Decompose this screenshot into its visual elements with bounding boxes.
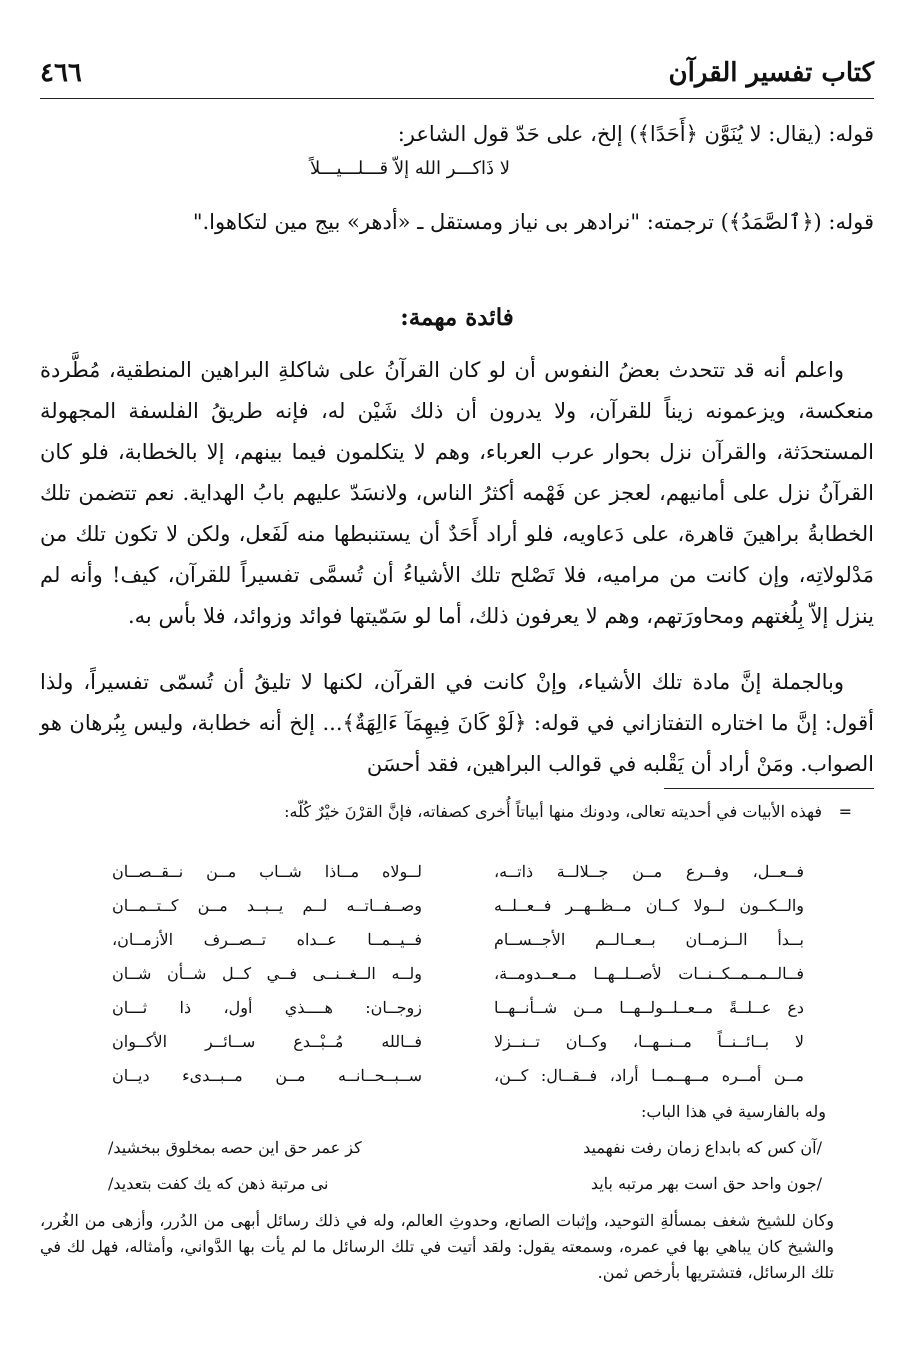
main-paragraph-1: واعلم أنه قد تتحدث بعضُ النفوس أن لو كان القرآنُ على شاكلةِ البراهين المنطقية، مُطَّردة منعكسة، ويزعمونه زيناً للقرآن، ولا يدرون أن ذلك شَيْن له، فإنه طريقُ الفلسفة المجهولة المستحدَثة، والقرآن نزل بحوار عرب العرباء، وهم لا يتكلمون فيما بينهم، إلا بالخطابة، فلو كان القرآنُ نزل على أمانيهم، لعجز عن فَهْمه أكثرُ الناس، ولانسَدّ عليهم بابُ الهداية. نعم تتضمن تلك الخطابةُ براهينَ قاهرة، على دَعاويه، فلو أراد أَحَدٌ أن يستنبطها منه لَفَعل، ولكن لا تكون تلك من مَدْلولاتِه، وإن كانت من مراميه، فلا تَصْلح تلك الأشياءُ أن تُسمَّى تفسيراً للقرآن، كيف! وأنه لم ينزل إلاّ بِلُغتهم ومحاورَتهم، وهم لا يعرفون ذلك، أما لو سَمّيتها فوائد وزوائد، فلا بأس به. xyxy=(40,358,874,628)
commentary-paragraph-2: قوله: (﴿ٱلصَّمَدُ﴾) ترجمته: "نرادهر بى نياز ومستقل ـ «أدهر» بيج مين لتكاهوا." xyxy=(192,210,874,234)
main-paragraph-2: وبالجملة إنَّ مادة تلك الأشياء، وإنْ كانت في القرآن، لكنها لا تليقُ أن تُسمّى تفسيراً، ولذا أقول: إنَّ ما اختاره التفتازاني في قوله: ﴿لَوْ كَانَ فِيهِمَآ ءَالِهَةٌ﴾... إلخ أنه خطابة، وليس بِبُرهان هو الصواب. ومَنْ أراد أن يَقْلبه في قوالب البراهين، فقد أحسَن xyxy=(40,670,874,776)
poem-hemistich-right: والــكــون لــولا كــان مــظــهــر فــعــلــه xyxy=(494,896,804,915)
page-number: ٤٦٦ xyxy=(40,58,82,88)
persian-hemistich-left: نى مرتبة ذهن كه يك كفت بتعديد/ xyxy=(108,1174,329,1193)
section-heading: فائدة مهمة: xyxy=(400,304,514,331)
poem-hemistich-left: لــولاه مــاذا شــاب مــن نــقــصــان xyxy=(112,862,422,881)
header-divider xyxy=(40,98,874,99)
poem-hemistich-right: لا بــائــنــاً مــنــهــا، وكــان تــنــزلا xyxy=(494,1032,804,1051)
poem-hemistich-right: فــعــل، وفــرع مــن جــلالــة ذاتــه، xyxy=(494,862,804,881)
commentary-paragraph-1: قوله: (يقال: لا يُنَوَّن ﴿أَحَدًا﴾) إلخ، على حَدّ قول الشاعر: xyxy=(397,122,874,146)
poem-line xyxy=(112,930,804,964)
poem-hemistich-left: ولــه الــغــنــى فــي كــل شــأن شــان xyxy=(112,964,422,983)
poem-hemistich-left: زوجــان: هــــذي أول، ذا ثـــان xyxy=(112,998,422,1017)
poem-hemistich-right: مــن أمــره مــهــمــا أراد، فــقــال: كــن، xyxy=(494,1066,804,1085)
persian-poem-intro: وله بالفارسية في هذا الباب: xyxy=(641,1102,826,1121)
footnote-closing-paragraph: وكان للشيخ شغف بمسألةِ التوحيد، وإثبات الصانع، وحدوثِ العالم، وله في ذلك رسائل أبهى من الدُرر، وأزهى من الغُرر، والشيخ كان يباهي بها في عمره، وسمعته يقول: ولقد أتيت في تلك الرسائل ما لم يأت بها الدَّواني، وأمثاله، فهل لك في تلك الرسائل، فتشتريها بأرخص ثمن. xyxy=(40,1211,834,1282)
poem-hemistich-left: ســبــحــانــه مــن مــبــدىء ديــان xyxy=(112,1066,422,1085)
quoted-verse: لا ذَاكـــر الله إلاّ قـــلـــيـــلاً xyxy=(309,158,511,179)
header-title: كتاب تفسير القرآن xyxy=(668,58,874,88)
poem-line xyxy=(112,896,804,930)
persian-poem xyxy=(108,1138,822,1210)
persian-poem-line xyxy=(108,1138,822,1174)
poem-hemistich-right: فــالــمــمــكــنــات لأصــلــهــا مــعــدومــة، xyxy=(494,964,804,983)
arabic-poem xyxy=(112,862,804,1100)
persian-poem-line xyxy=(108,1174,822,1210)
persian-hemistich-left: كز عمر حق اين حصه بمخلوق ببخشيد/ xyxy=(108,1138,362,1157)
footnote-continuation-marker: = xyxy=(838,802,852,821)
poem-hemistich-left: فــيــمــا عــداه تــصــرف الأزمــان، xyxy=(112,930,422,949)
footnote-divider xyxy=(664,788,874,789)
persian-hemistich-right: /آن كس كه بابداع زمان رفت نفهميد xyxy=(583,1138,822,1157)
poem-hemistich-right: دع عــلــةً مــعــلــولــهــا مــن شــأنــهــا xyxy=(494,998,804,1017)
poem-line xyxy=(112,1066,804,1100)
poem-line xyxy=(112,998,804,1032)
poem-hemistich-left: وصــفــاتــه لــم يــبــد مــن كــتــمــان xyxy=(112,896,422,915)
poem-line xyxy=(112,1032,804,1066)
poem-hemistich-right: بــدأ الــزمــان بــعــالــم الأجــســام xyxy=(494,930,804,949)
poem-line xyxy=(112,862,804,896)
persian-hemistich-right: /جون واحد حق است بهر مرتبه بايد xyxy=(590,1174,822,1193)
poem-hemistich-left: فــالله مُــبْــدع ســائــر الأكــوان xyxy=(112,1032,422,1051)
footnote-intro: فهذه الأبيات في أحديته تعالى، ودونك منها أبياتاً أُخرى كصفاته، فإنَّ القرْنَ خيْرٌ كُلّه: xyxy=(284,802,822,821)
running-header xyxy=(40,58,874,96)
poem-line xyxy=(112,964,804,998)
